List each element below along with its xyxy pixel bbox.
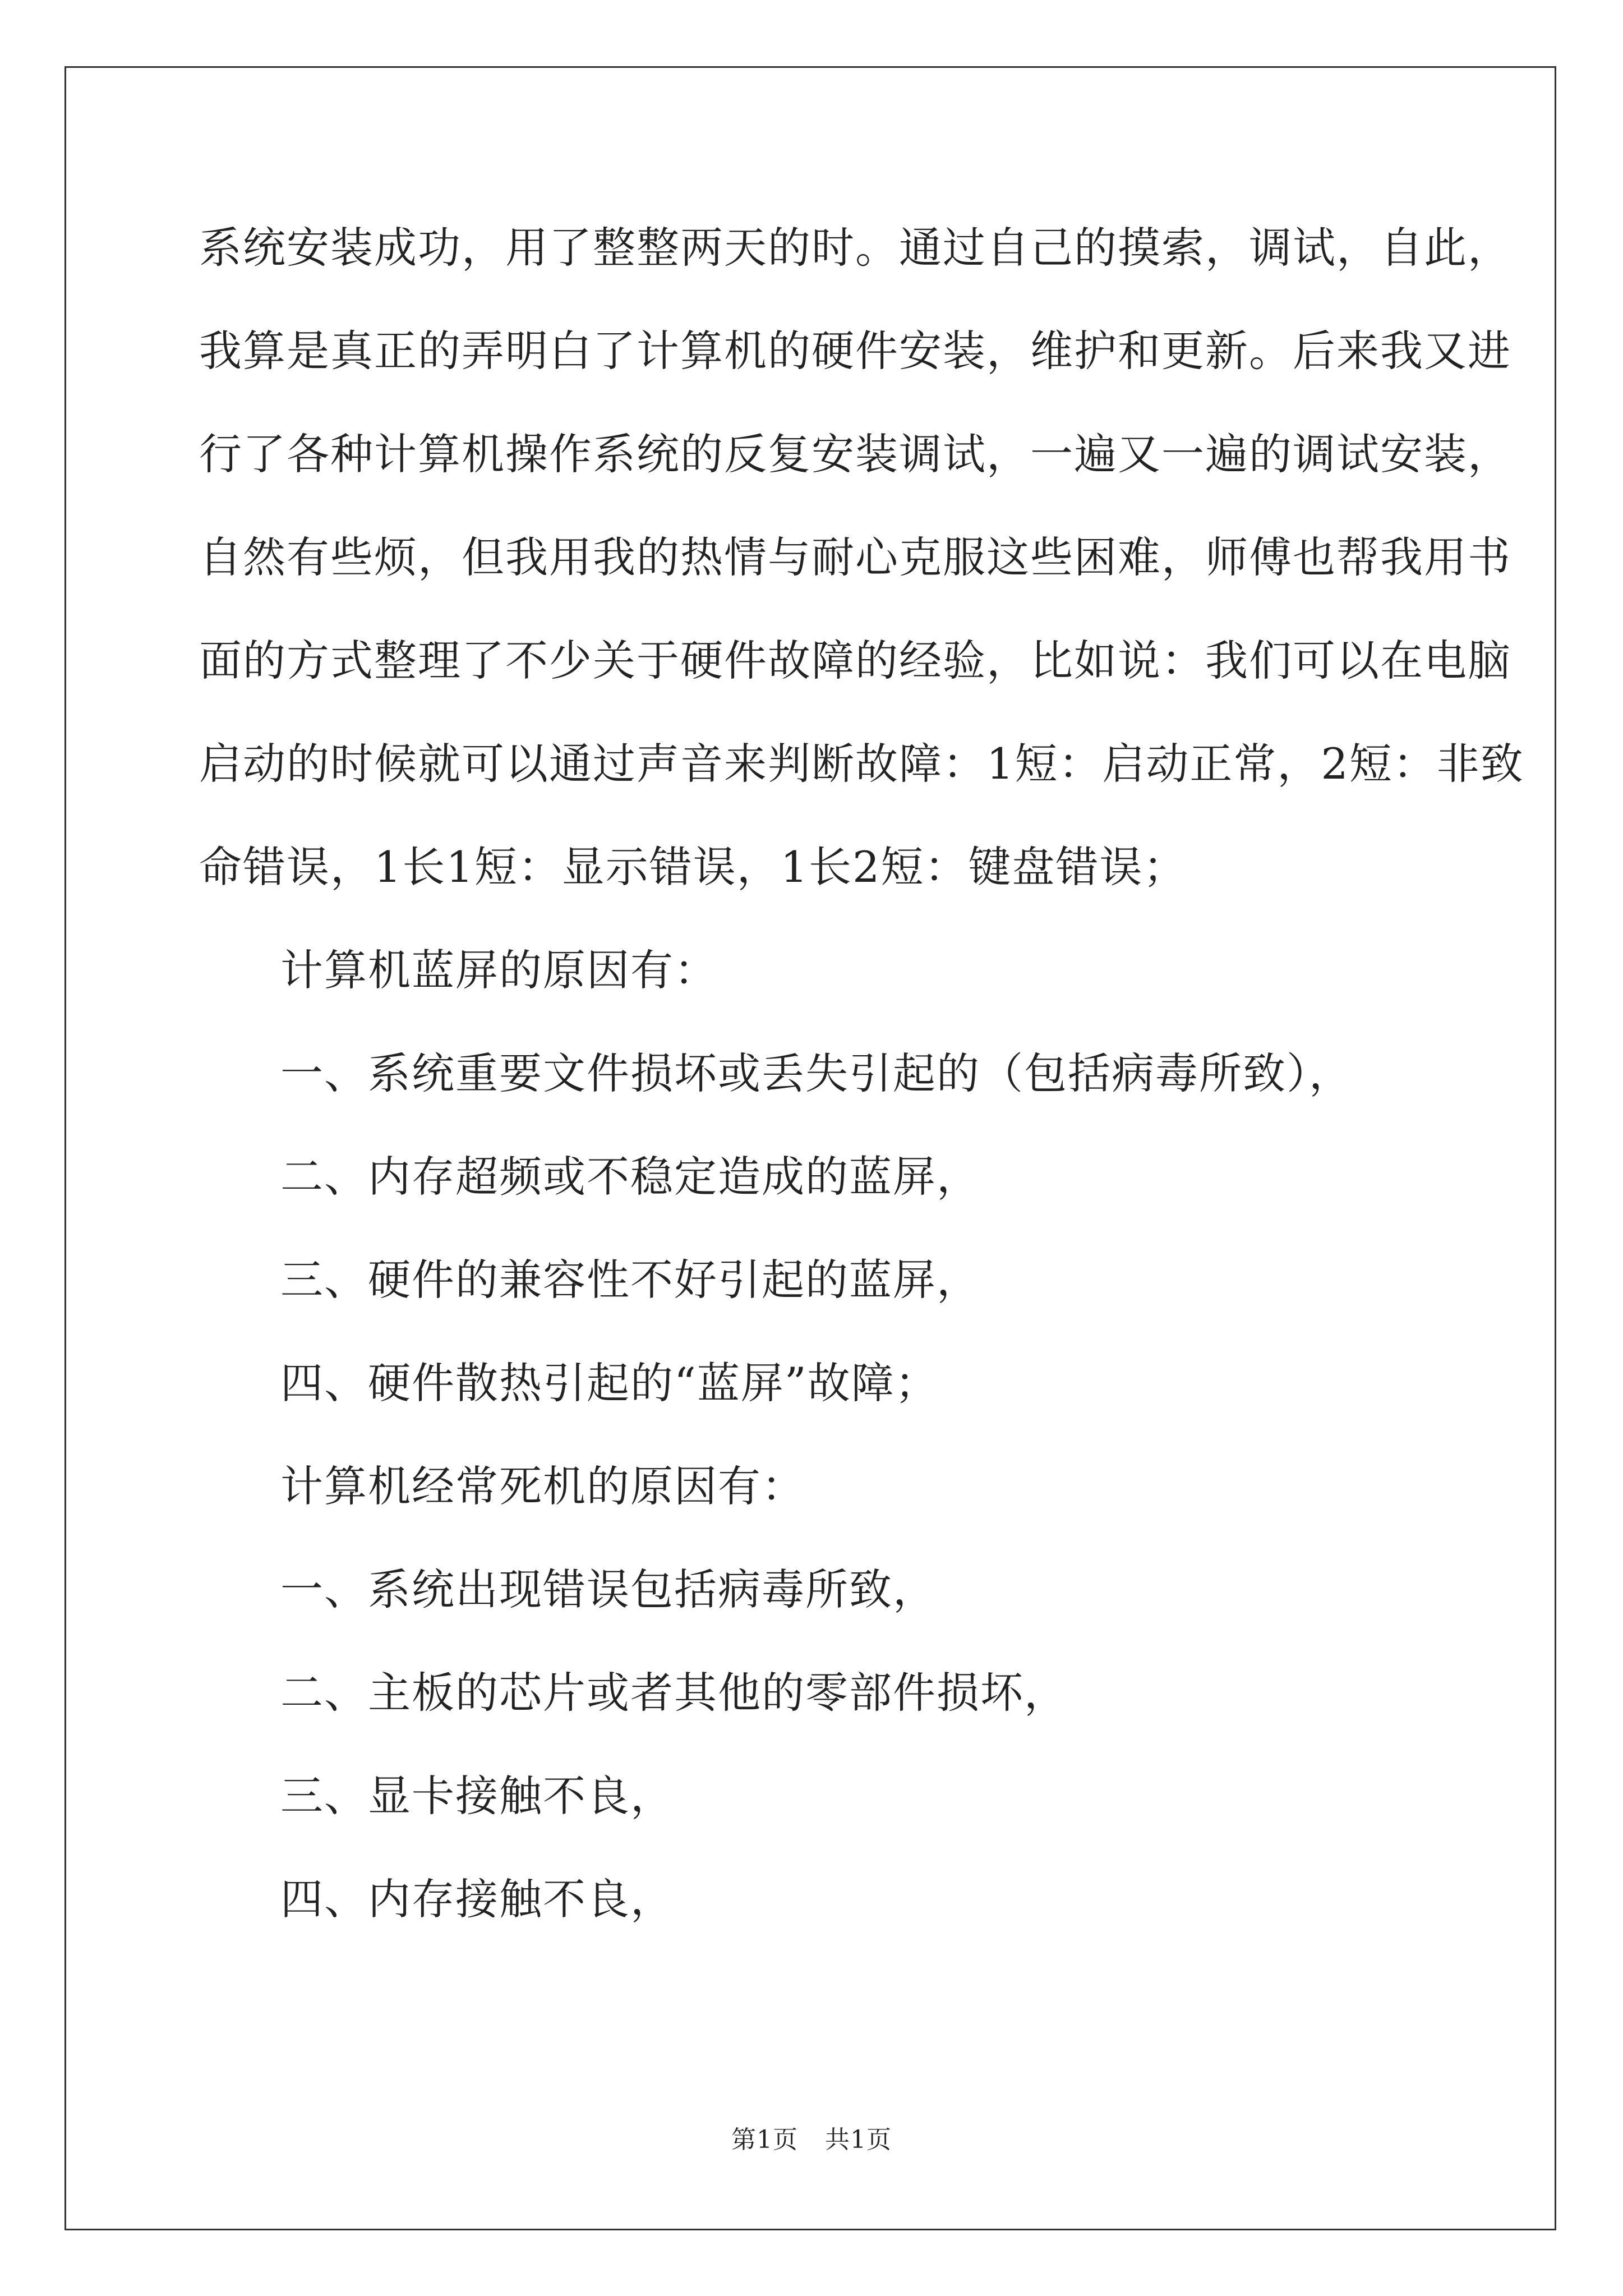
body-line: 我算是真正的弄明白了计算机的硬件安装，维护和更新。后来我又进 — [199, 326, 1511, 376]
page-number: 第1页 — [731, 2125, 798, 2154]
body-line: 自然有些烦，但我用我的热情与耐心克服这些困难，师傅也帮我用书 — [199, 532, 1511, 582]
list-item: 三、硬件的兼容性不好引起的蓝屏， — [280, 1255, 980, 1305]
list-item: 二、内存超频或不稳定造成的蓝屏， — [280, 1152, 980, 1202]
page-total: 共1页 — [825, 2125, 892, 2154]
list-item: 四、硬件散热引起的“蓝屏”故障； — [280, 1358, 939, 1408]
body-line: 系统安装成功，用了整整两天的时。通过自己的摸索，调试，自此， — [199, 223, 1511, 273]
list-item: 一、系统重要文件损坏或丢失引起的（包括病毒所致）， — [280, 1048, 1353, 1098]
crash-heading: 计算机经常死机的原因有： — [280, 1461, 805, 1511]
body-line: 命错误，1长1短：显示错误，1长2短：键盘错误； — [199, 842, 1187, 892]
body-line: 面的方式整理了不少关于硬件故障的经验，比如说：我们可以在电脑 — [199, 636, 1511, 685]
page-footer — [0, 2119, 1623, 2155]
blue-screen-heading: 计算机蓝屏的原因有： — [280, 945, 718, 995]
list-item: 三、显卡接触不良， — [280, 1771, 674, 1821]
list-item: 一、系统出现错误包括病毒所致， — [280, 1565, 937, 1614]
body-line: 启动的时候就可以通过声音来判断故障：1短：启动正常，2短：非致 — [199, 739, 1524, 789]
list-item: 二、主板的芯片或者其他的零部件损坏， — [280, 1668, 1068, 1718]
body-line: 行了各种计算机操作系统的反复安装调试，一遍又一遍的调试安装， — [199, 429, 1511, 479]
list-item: 四、内存接触不良， — [280, 1874, 674, 1924]
document-body — [199, 196, 1524, 1951]
